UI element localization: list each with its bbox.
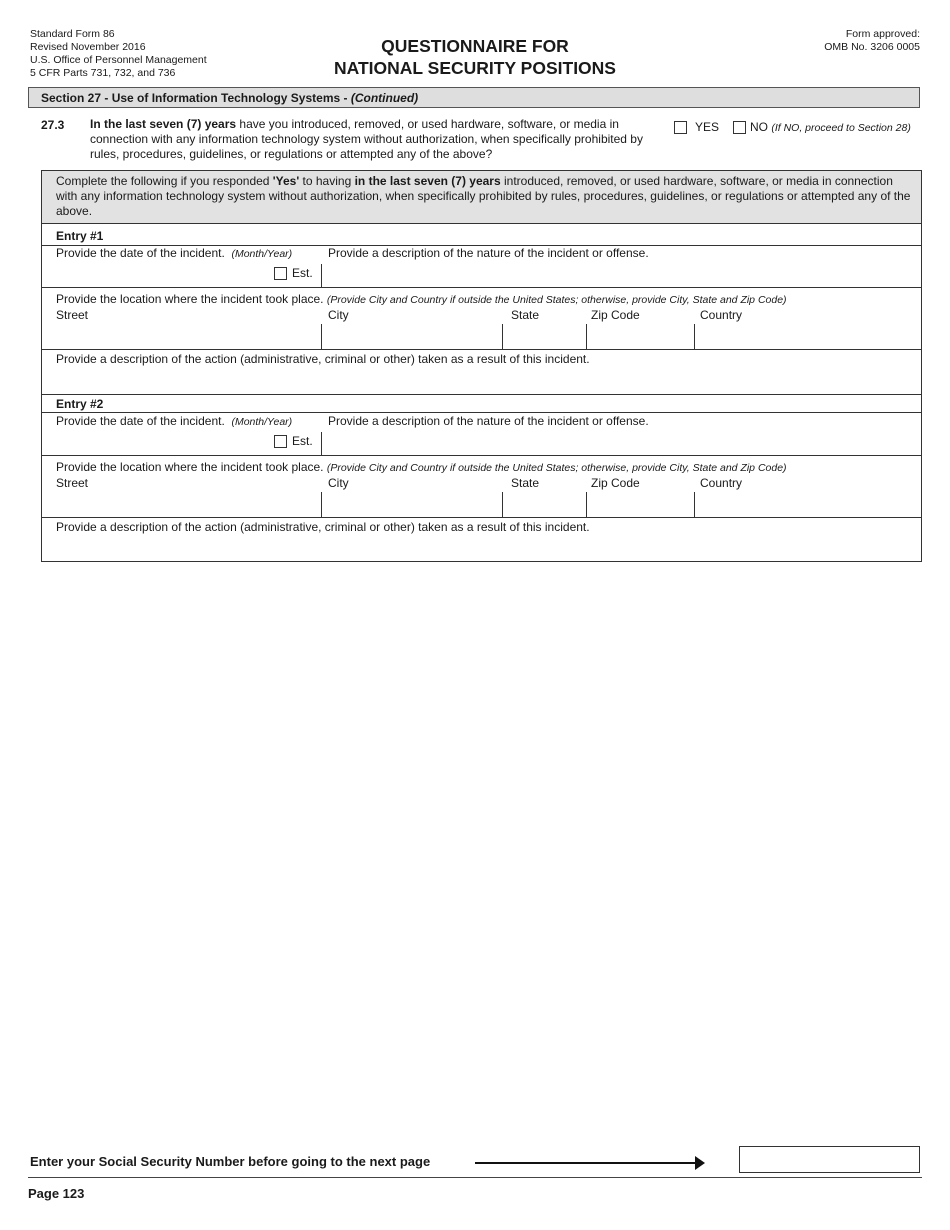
instructions-years: in the last seven (7) years bbox=[354, 174, 501, 188]
instructions-yes: 'Yes' bbox=[272, 174, 300, 188]
entry-1-location-label bbox=[56, 292, 787, 306]
entry-2-country-input[interactable] bbox=[698, 494, 920, 516]
question-text bbox=[90, 117, 660, 162]
form-number: Standard Form 86 bbox=[30, 28, 115, 40]
entry-2-date-input[interactable] bbox=[56, 431, 270, 453]
question-number: 27.3 bbox=[41, 118, 65, 132]
no-checkbox[interactable] bbox=[733, 121, 746, 134]
entry-2-addr-divider-3 bbox=[586, 492, 587, 517]
arrow-right-icon bbox=[695, 1156, 705, 1170]
form-approval bbox=[824, 28, 920, 54]
no-note: (If NO, proceed to Section 28) bbox=[771, 122, 911, 134]
entry-2-country-label: Country bbox=[700, 476, 743, 490]
section-header bbox=[28, 87, 920, 108]
entry-2-location-text: Provide the location where the incident took place. bbox=[56, 460, 324, 474]
entry-1-title: Entry #1 bbox=[56, 229, 104, 243]
entry-2-action-input[interactable] bbox=[56, 538, 920, 560]
entry-2-est-label: Est. bbox=[292, 434, 313, 448]
entry-1-est-label: Est. bbox=[292, 266, 313, 280]
instructions-text-2: to having bbox=[299, 174, 355, 188]
entry-1-street-input[interactable] bbox=[56, 326, 320, 348]
entry-2-date-text: Provide the date of the incident. bbox=[56, 414, 225, 428]
entry-1-date-label bbox=[56, 246, 292, 260]
footer-divider bbox=[28, 1177, 922, 1178]
instructions-text-3: introduced, removed, or used hardware, software, or media in connection with any information technology system without authorization, when specifically prohibited by rules, procedures, guidelines, or regulations or attempted any of the above. bbox=[56, 174, 911, 218]
entry-1-addr-divider-4 bbox=[694, 324, 695, 349]
entry-1-city-input[interactable] bbox=[326, 326, 502, 348]
entry-1-action-input[interactable] bbox=[56, 370, 920, 392]
entry-2-addr-divider-2 bbox=[502, 492, 503, 517]
entry-2-location-hint: (Provide City and Country if outside the United States; otherwise, provide City, State and Zip Code) bbox=[326, 462, 787, 474]
entry-2-state-input[interactable] bbox=[506, 494, 586, 516]
entry-2-location-label bbox=[56, 460, 787, 474]
yes-label: YES bbox=[695, 120, 720, 134]
omb-number: OMB No. 3206 0005 bbox=[824, 41, 920, 53]
entry-2-est-checkbox[interactable] bbox=[274, 435, 287, 448]
title-line-1: QUESTIONNAIRE FOR bbox=[381, 36, 569, 56]
page-title bbox=[0, 35, 950, 79]
entry-1-bottom-rule bbox=[41, 394, 922, 395]
entry-1-rule-3 bbox=[41, 349, 922, 350]
entry-1-action-label: Provide a description of the action (administrative, criminal or other) taken as a result of this incident. bbox=[56, 352, 590, 366]
entry-1-date-text: Provide the date of the incident. bbox=[56, 246, 225, 260]
entry-2-nature-label: Provide a description of the nature of the incident or offense. bbox=[328, 414, 649, 428]
yes-checkbox[interactable] bbox=[674, 121, 687, 134]
entry-1-date-divider bbox=[321, 264, 322, 287]
form-agency: U.S. Office of Personnel Management bbox=[30, 54, 207, 66]
no-label: NO bbox=[750, 120, 768, 134]
entry-1-nature-label: Provide a description of the nature of the incident or offense. bbox=[328, 246, 649, 260]
entry-2-action-label: Provide a description of the action (administrative, criminal or other) taken as a result of this incident. bbox=[56, 520, 590, 534]
entry-1-zip-label: Zip Code bbox=[591, 308, 640, 322]
entry-1-addr-divider-1 bbox=[321, 324, 322, 349]
question-lead: In the last seven (7) years bbox=[90, 117, 237, 131]
entry-1-location-hint: (Provide City and Country if outside the United States; otherwise, provide City, State and Zip Code) bbox=[326, 294, 787, 306]
entry-2-date-divider bbox=[321, 432, 322, 455]
title-line-2: NATIONAL SECURITY POSITIONS bbox=[334, 58, 616, 78]
ssn-arrow-line bbox=[475, 1162, 697, 1164]
question-body: have you introduced, removed, or used hardware, software, or media in connection with any information technology system without authorization, when specifically prohibited by rules, procedures, guidelines, or regulations or attempted any of the above? bbox=[90, 117, 643, 161]
entry-2-addr-divider-4 bbox=[694, 492, 695, 517]
entry-2-title: Entry #2 bbox=[56, 397, 104, 411]
form-cfr: 5 CFR Parts 731, 732, and 736 bbox=[30, 67, 176, 79]
entry-2-date-hint: (Month/Year) bbox=[231, 416, 293, 428]
approval-label: Form approved: bbox=[845, 28, 920, 40]
entry-1-country-input[interactable] bbox=[698, 326, 920, 348]
entry-2-rule-2 bbox=[41, 455, 922, 456]
section-title: Section 27 - Use of Information Technology Systems - bbox=[41, 91, 351, 105]
entry-1-date-input[interactable] bbox=[56, 263, 270, 285]
entry-2-zip-input[interactable] bbox=[590, 494, 694, 516]
section-continued: (Continued) bbox=[350, 91, 419, 105]
entry-1-state-label: State bbox=[511, 308, 540, 322]
entry-2-city-label: City bbox=[328, 476, 349, 490]
entry-2-rule-3 bbox=[41, 517, 922, 518]
entry-1-rule-2 bbox=[41, 287, 922, 288]
entry-2-state-label: State bbox=[511, 476, 540, 490]
ssn-prompt: Enter your Social Security Number before going to the next page bbox=[30, 1154, 431, 1169]
instructions-text-1: Complete the following if you responded bbox=[56, 174, 273, 188]
entry-2-zip-label: Zip Code bbox=[591, 476, 640, 490]
form-revision: Revised November 2016 bbox=[30, 41, 146, 53]
page-number: Page 123 bbox=[28, 1186, 85, 1201]
entry-1-addr-divider-2 bbox=[502, 324, 503, 349]
entry-1-addr-divider-3 bbox=[586, 324, 587, 349]
entry-1-city-label: City bbox=[328, 308, 349, 322]
instructions bbox=[42, 171, 921, 223]
entry-2-street-label: Street bbox=[56, 476, 89, 490]
entry-2-street-input[interactable] bbox=[56, 494, 320, 516]
no-label-group bbox=[750, 120, 911, 134]
entry-1-country-label: Country bbox=[700, 308, 743, 322]
entry-2-city-input[interactable] bbox=[326, 494, 502, 516]
entry-2-date-label bbox=[56, 414, 292, 428]
entry-2-rule bbox=[41, 412, 922, 413]
entry-1-date-hint: (Month/Year) bbox=[231, 248, 293, 260]
instructions-divider bbox=[41, 223, 922, 224]
entry-2-nature-input[interactable] bbox=[326, 432, 920, 454]
entry-1-street-label: Street bbox=[56, 308, 89, 322]
entry-1-state-input[interactable] bbox=[506, 326, 586, 348]
entry-1-location-text: Provide the location where the incident took place. bbox=[56, 292, 324, 306]
entry-1-nature-input[interactable] bbox=[326, 264, 920, 286]
entry-1-est-checkbox[interactable] bbox=[274, 267, 287, 280]
entry-2-addr-divider-1 bbox=[321, 492, 322, 517]
ssn-input[interactable] bbox=[739, 1146, 920, 1173]
entry-1-zip-input[interactable] bbox=[590, 326, 694, 348]
